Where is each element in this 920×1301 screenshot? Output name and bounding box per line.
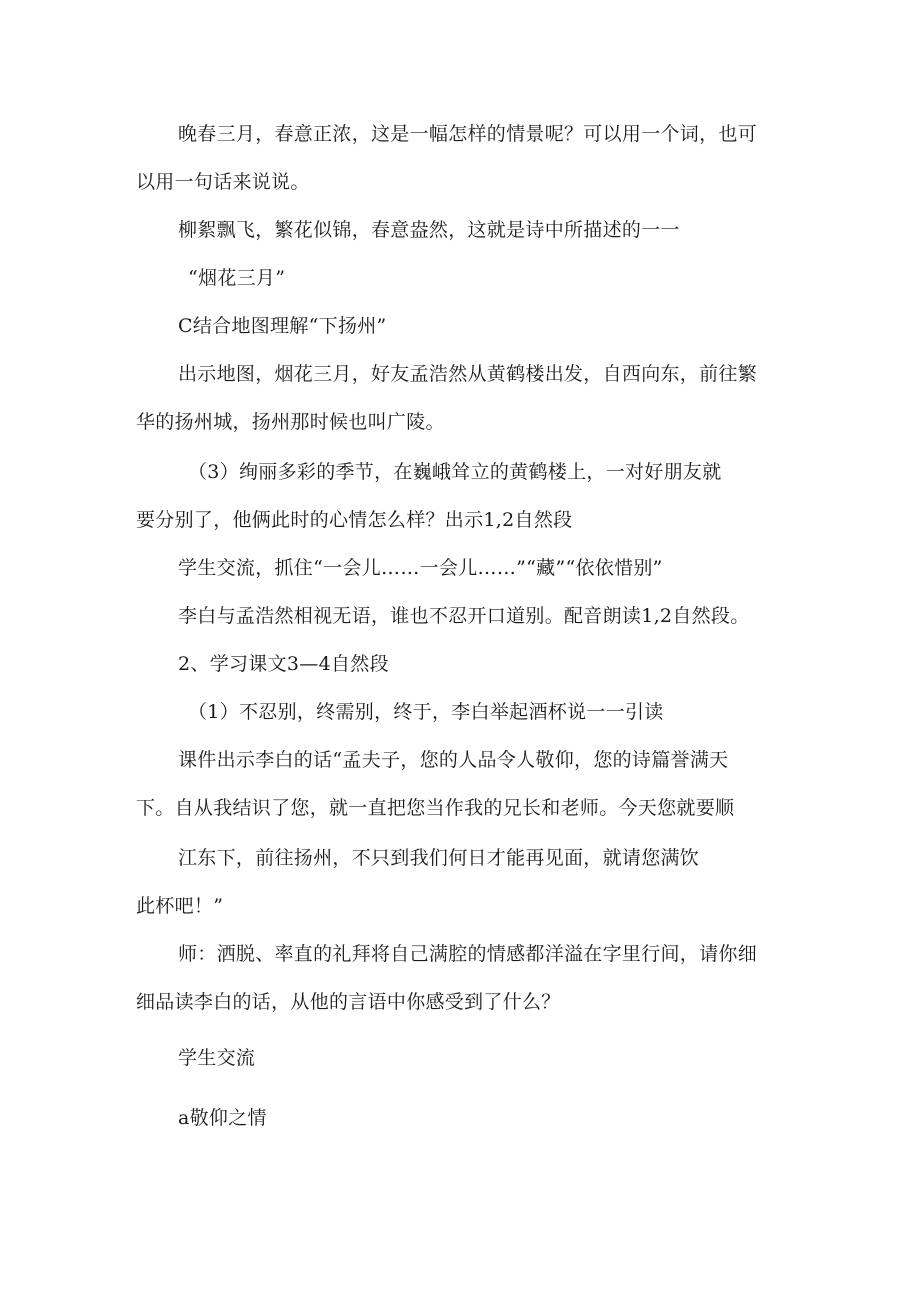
- text-line: 李白与孟浩然相视无语，谁也不忍开口道别。配音朗读1,2自然段。: [178, 605, 750, 627]
- text-line: 学生交流: [178, 1047, 256, 1069]
- text-line: “烟花三月”: [188, 267, 286, 289]
- text-line: 出示地图，烟花三月，好友孟浩然从黄鹤楼出发，自西向东，前往繁: [178, 363, 758, 385]
- text-line: 华的扬州城，扬州那时候也叫广陵。: [136, 411, 445, 433]
- section-heading: 2、学习课文3—4自然段: [178, 653, 389, 675]
- text-line: 晚春三月，春意正浓，这是一幅怎样的情景呢？可以用一个词，也可: [178, 123, 758, 145]
- text-line: （1）不忍别，终需别，终于，李白举起酒杯说一一引读: [188, 701, 664, 723]
- text-line: 学生交流，抓住“一会儿……一会儿……”“藏”“依依惜别”: [178, 557, 663, 579]
- text-line: 课件出示李白的话“孟夫子，您的人品令人敬仰，您的诗篇誉满天: [178, 749, 729, 771]
- text-line: 下。自从我结识了您，就一直把您当作我的兄长和老师。今天您就要顺: [136, 797, 735, 819]
- text-line: 师：洒脱、率直的礼拜将自己满腔的情感都洋溢在字里行间，请你细: [178, 943, 758, 965]
- text-line: 以用一句话来说说。: [136, 171, 310, 193]
- text-line: 此杯吧！”: [136, 895, 224, 917]
- text-line: （3）绚丽多彩的季节，在巍峨耸立的黄鹤楼上，一对好朋友就: [188, 461, 722, 483]
- section-heading: C结合地图理解“下扬州”: [178, 315, 387, 337]
- text-line: a敬仰之情: [178, 1107, 267, 1129]
- text-line: 细品读李白的话，从他的言语中你感受到了什么？: [136, 991, 561, 1013]
- text-line: 江东下，前往扬州，不只到我们何日才能再见面，就请您满饮: [178, 847, 700, 869]
- text-line: 要分别了，他俩此时的心情怎么样？出示1,2自然段: [136, 509, 573, 531]
- text-line: 柳絮飘飞，繁花似锦，春意盎然，这就是诗中所描述的一一: [178, 219, 680, 241]
